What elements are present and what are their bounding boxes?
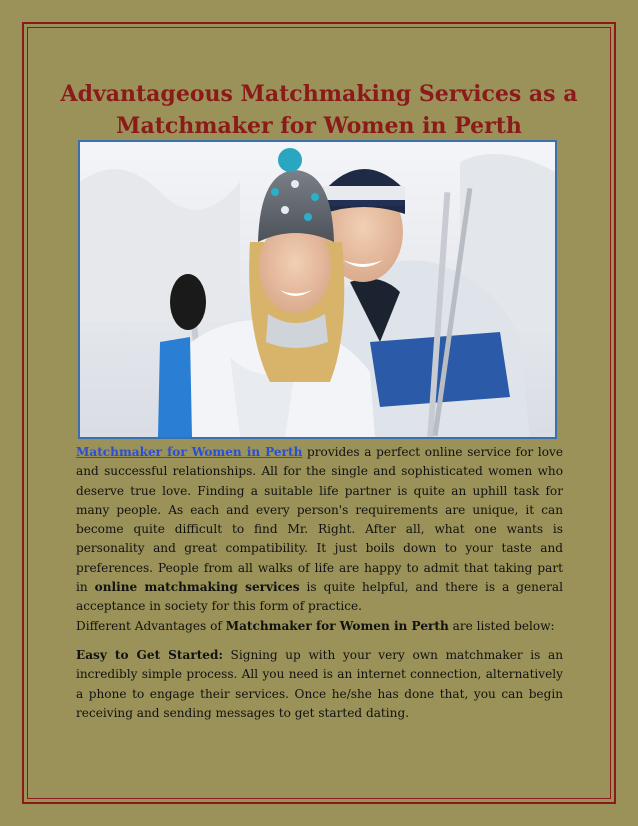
advantages-text-b: are listed below:	[448, 618, 555, 633]
intro-paragraph	[76, 443, 563, 617]
easy-start-paragraph	[76, 646, 563, 723]
couple-skiing-photo	[78, 140, 557, 439]
easy-start-heading: Easy to Get Started:	[76, 647, 223, 662]
advantages-text-a: Different Advantages of	[76, 618, 226, 633]
advantages-bold: Matchmaker for Women in Perth	[225, 618, 449, 633]
advantages-intro	[76, 617, 563, 636]
article-body	[76, 443, 563, 723]
matchmaker-link[interactable]: Matchmaker for Women in Perth	[76, 445, 303, 459]
page-title: Advantageous Matchmaking Services as a Matchmaker for Women in Perth	[60, 81, 578, 139]
intro-text-a: provides a perfect online service for love and successful relationships. All for the single and sophisticated women who deserve true love. Finding a suitable life partner is quite an uphill task for many people. As each and every person's requirements are unique, it can become quite difficult to find Mr. Right. After all, what one wants is personality and great compatibility. It just boils down to your taste and preferences. People from all walks of life are happy to admit that taking part in	[76, 445, 563, 595]
intro-text-b: is quite helpful, and there is a general acceptance in society for this form of practice.	[76, 580, 563, 614]
easy-start-text: Signing up with your very own matchmaker is an incredibly simple process. All you need is an internet connection, alternatively a phone to engage their services. Once he/she has done that, you can begin receiving and sending messages to get started dating.	[76, 647, 563, 720]
intro-bold-text: online matchmaking services	[94, 580, 300, 595]
